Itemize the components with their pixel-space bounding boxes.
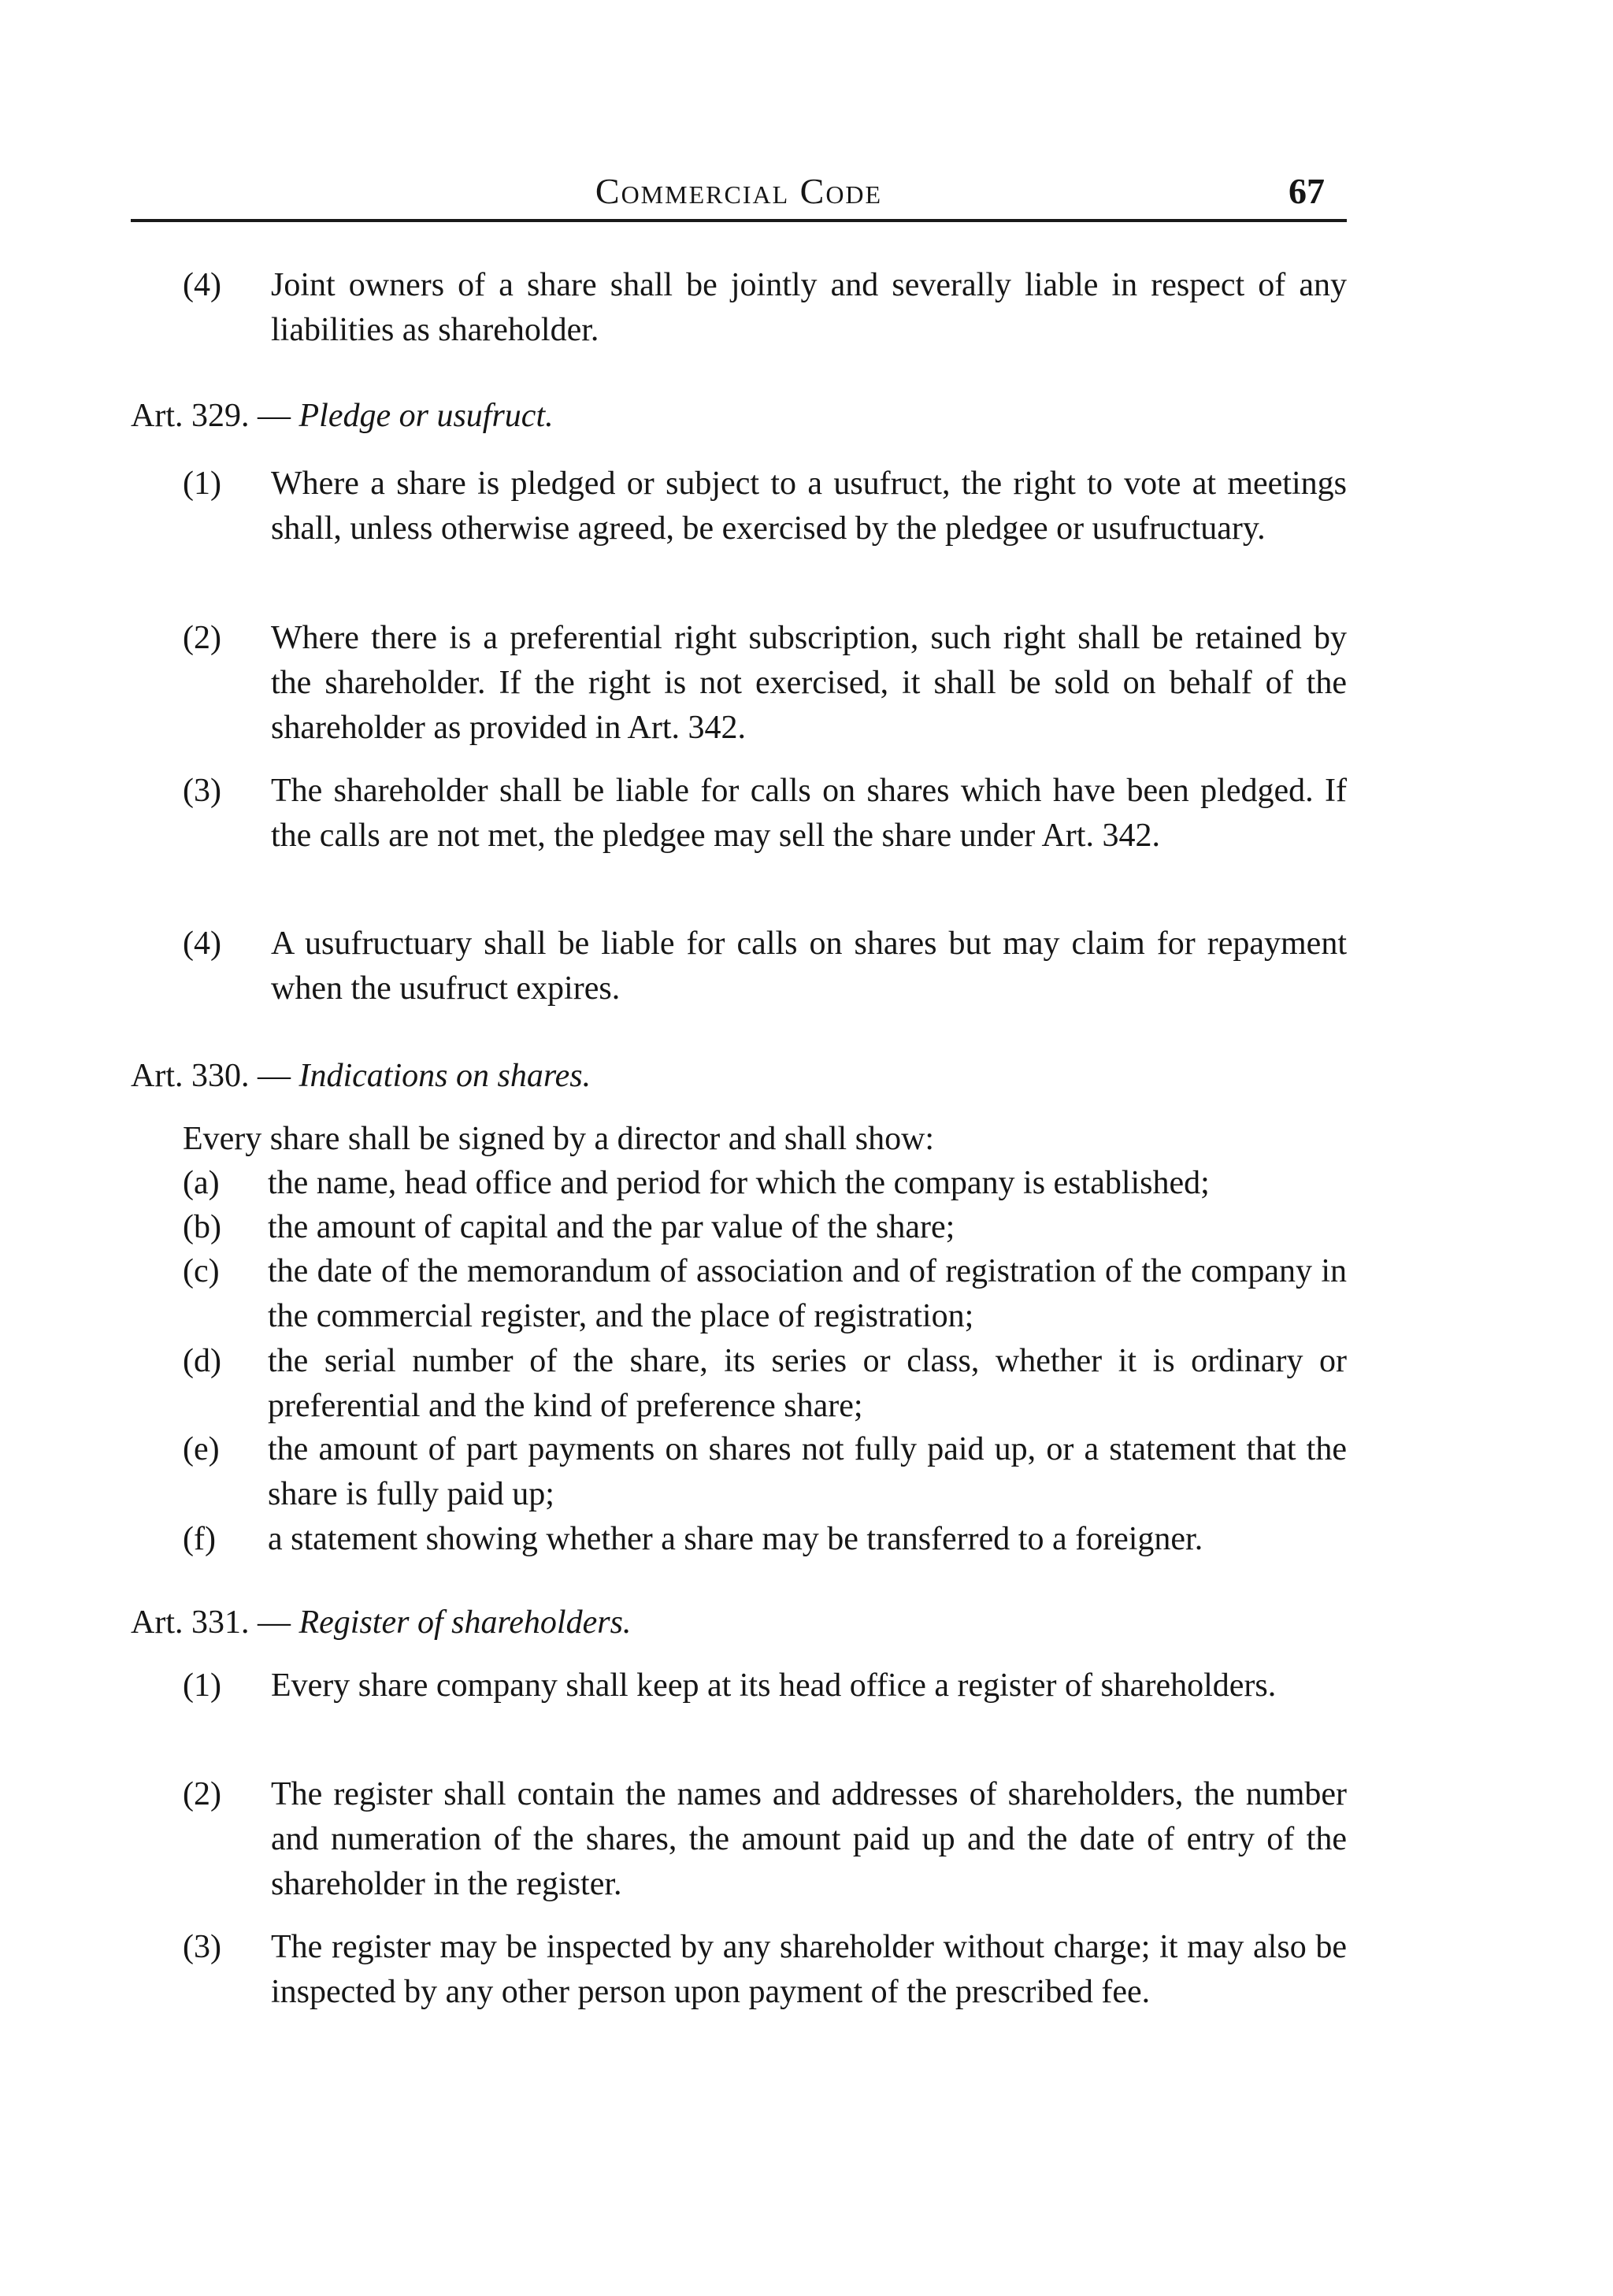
item-label: (f) — [183, 1521, 216, 1557]
article-330-heading — [131, 1054, 1344, 1099]
article-title: Indications on shares. — [298, 1058, 591, 1094]
item-label: (e) — [183, 1431, 220, 1467]
art330-item-f — [183, 1517, 1347, 1562]
running-head — [131, 164, 1347, 222]
paragraph-label: (3) — [183, 1929, 221, 1965]
lead-paragraph — [183, 263, 1347, 353]
paragraph-label: (3) — [183, 773, 221, 809]
art330-intro: Every share shall be signed by a director and shall show: — [183, 1121, 935, 1157]
art330-item-c — [183, 1249, 1347, 1339]
item-text: the date of the memorandum of association and of registration of the company in the commercial register, and the place of registration; — [268, 1253, 1347, 1334]
article-title: Register of shareholders. — [298, 1604, 632, 1641]
item-text: the serial number of the share, its series or class, whether it is ordinary or preferential and the kind of preference share; — [268, 1343, 1347, 1424]
paragraph-label: (1) — [183, 1667, 221, 1704]
art330-item-b — [183, 1205, 1347, 1250]
item-label: (a) — [183, 1165, 220, 1201]
art330-item-a — [183, 1161, 1347, 1206]
item-label: (b) — [183, 1209, 221, 1245]
paragraph-label: (1) — [183, 466, 221, 502]
article-number: Art. 329. — [131, 398, 250, 434]
article-331-heading — [131, 1601, 1344, 1645]
paragraph-label: (2) — [183, 620, 221, 656]
item-text: the amount of part payments on shares not fully paid up, or a statement that the share is fully paid up; — [268, 1431, 1347, 1512]
paragraph-text: A usufructuary shall be liable for calls on shares but may claim for repayment when the usufruct expires. — [271, 925, 1347, 1007]
item-text: the name, head office and period for which the company is established; — [268, 1165, 1210, 1201]
art329-paragraph-3 — [183, 769, 1347, 859]
article-title: Pledge or usufruct. — [298, 398, 554, 434]
item-text: a statement showing whether a share may be transferred to a foreigner. — [268, 1521, 1203, 1557]
art331-paragraph-1 — [183, 1664, 1347, 1708]
paragraph-text: Joint owners of a share shall be jointly and severally liable in respect of any liabilities as shareholder. — [271, 267, 1347, 348]
article-dash: — — [258, 398, 291, 434]
paragraph-text: The register may be inspected by any shareholder without charge; it may also be inspected by any other person upon payment of the prescribed fee. — [271, 1929, 1347, 2010]
paragraph-text: The register shall contain the names and addresses of shareholders, the number and numeration of the shares, the amount paid up and the date of entry of the shareholder in the register. — [271, 1776, 1347, 1902]
art329-paragraph-2 — [183, 616, 1347, 751]
item-label: (c) — [183, 1253, 220, 1289]
article-dash: — — [258, 1058, 291, 1094]
article-number: Art. 331. — [131, 1604, 250, 1641]
paragraph-text: Every share company shall keep at its head office a register of shareholders. — [271, 1667, 1277, 1704]
article-329-heading — [131, 394, 1344, 439]
art331-paragraph-2 — [183, 1772, 1347, 1907]
paragraph-label: (2) — [183, 1776, 221, 1812]
item-label: (d) — [183, 1343, 221, 1379]
art330-item-d — [183, 1339, 1347, 1429]
paragraph-text: The shareholder shall be liable for calls on shares which have been pledged. If the calls are not met, the pledgee may sell the share under Art. 342. — [271, 773, 1347, 854]
paragraph-text: Where a share is pledged or subject to a usufruct, the right to vote at meetings shall, unless otherwise agreed, be exercised by the pledgee or usufructuary. — [271, 466, 1347, 547]
art330-item-e — [183, 1427, 1347, 1517]
article-dash: — — [258, 1604, 291, 1641]
art331-paragraph-3 — [183, 1925, 1347, 2015]
item-text: the amount of capital and the par value of the share; — [268, 1209, 955, 1245]
running-title: Commercial Code — [595, 171, 883, 211]
paragraph-text: Where there is a preferential right subscription, such right shall be retained by the shareholder. If the right is not exercised, it shall be sold on behalf of the shareholder as provided in Art. 342. — [271, 620, 1347, 746]
art329-paragraph-1 — [183, 462, 1347, 551]
paragraph-label: (4) — [183, 925, 221, 962]
paragraph-label: (4) — [183, 267, 221, 303]
art329-paragraph-4 — [183, 922, 1347, 1011]
article-number: Art. 330. — [131, 1058, 250, 1094]
page-number: 67 — [1289, 171, 1325, 211]
